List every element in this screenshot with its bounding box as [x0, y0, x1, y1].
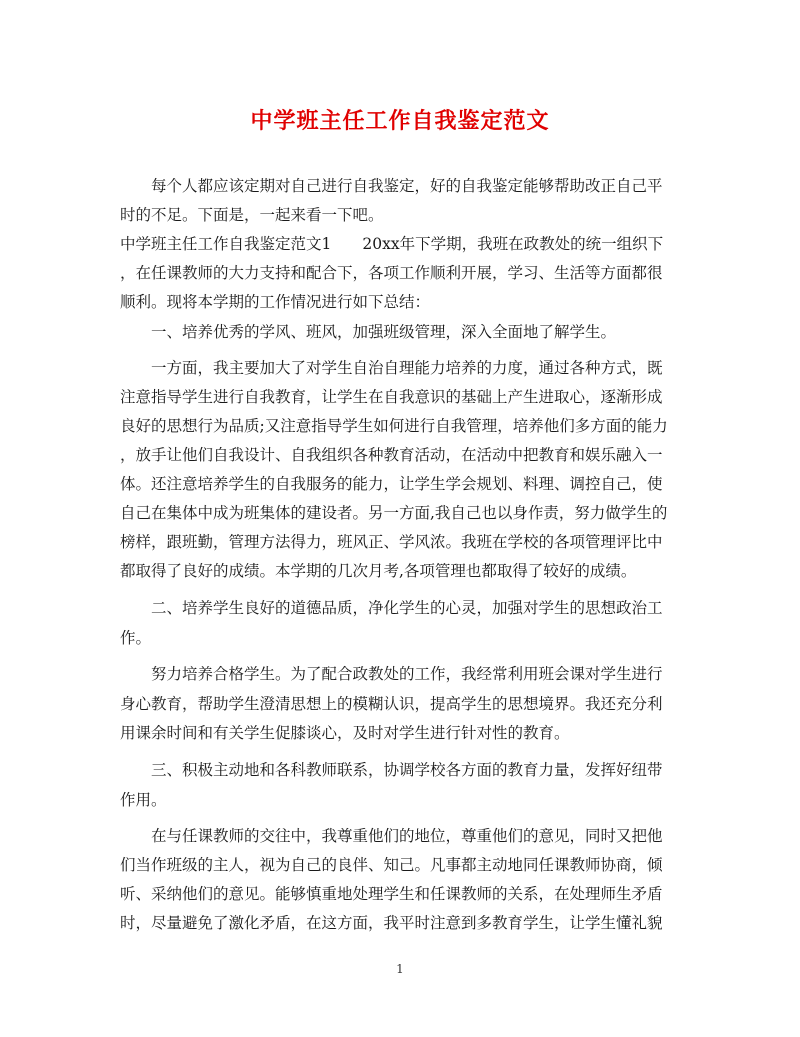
body-line: 努力培养合格学生。为了配合政教处的工作，我经常利用班会课对学生进行	[120, 665, 663, 683]
body-line: 榜样，跟班勤，管理方法得力，班风正、学风浓。我班在学校的各项管理评比中	[120, 533, 663, 551]
body-line: 听、采纳他们的意见。能够慎重地处理学生和任课教师的关系，在处理师生矛盾	[120, 885, 663, 903]
body-line: 都取得了良好的成绩。本学期的几次月考,各项管理也都取得了较好的成绩。	[120, 562, 637, 580]
body-line: 自己在集体中成为班集体的建设者。另一方面,我自己也以身作责，努力做学生的	[120, 504, 668, 522]
body-line: 中学班主任工作自我鉴定范文1 20xx年下学期，我班在政教处的统一组织下	[120, 235, 664, 253]
body-line: 时，尽量避免了激化矛盾，在这方面，我平时注意到多教育学生，让学生懂礼貌	[120, 914, 663, 932]
body-line: ，在任课教师的大力支持和配合下，各项工作顺利开展，学习、生活等方面都很	[120, 264, 663, 282]
body-line: 顺利。现将本学期的工作情况进行如下总结：	[120, 293, 431, 311]
body-line: 体。还注意培养学生的自我服务的能力，让学生学会规划、料理、调控自己，使	[120, 475, 663, 493]
body-line: 作用。	[120, 791, 167, 809]
body-line: 用课余时间和有关学生促膝谈心，及时对学生进行针对性的教育。	[120, 724, 570, 742]
body-line: 身心教育，帮助学生澄清思想上的模糊认识，提高学生的思想境界。我还充分利	[120, 695, 663, 713]
body-line: ，放手让他们自我设计、自我组织各种教育活动，在活动中把教育和娱乐融入一	[120, 446, 663, 464]
page-title: 中学班主任工作自我鉴定范文	[250, 108, 550, 134]
body-line: 注意指导学生进行自我教育，让学生在自我意识的基础上产生进取心，逐渐形成	[120, 388, 663, 406]
body-line: 作。	[120, 629, 152, 647]
body-line: 在与任课教师的交往中，我尊重他们的地位，尊重他们的意见，同时又把他	[120, 827, 663, 845]
body-line: 三、积极主动地和各科教师联系，协调学校各方面的教育力量，发挥好纽带	[120, 761, 663, 779]
body-line: 一方面，我主要加大了对学生自治自理能力培养的力度，通过各种方式，既	[120, 359, 663, 377]
body-line: 良好的思想行为品质;又注意指导学生如何进行自我管理，培养他们多方面的能力	[120, 417, 668, 435]
body-line: 时的不足。下面是，一起来看一下吧。	[120, 206, 384, 224]
page-number: 1	[396, 962, 404, 976]
body-line: 二、培养学生良好的道德品质，净化学生的心灵，加强对学生的思想政治工	[120, 599, 663, 617]
body-line: 每个人都应该定期对自己进行自我鉴定，好的自我鉴定能够帮助改正自己平	[120, 177, 663, 195]
body-line: 一、培养优秀的学风、班风，加强班级管理，深入全面地了解学生。	[120, 323, 617, 341]
body-line: 们当作班级的主人，视为自己的良伴、知己。凡事都主动地同任课教师协商，倾	[120, 856, 663, 874]
